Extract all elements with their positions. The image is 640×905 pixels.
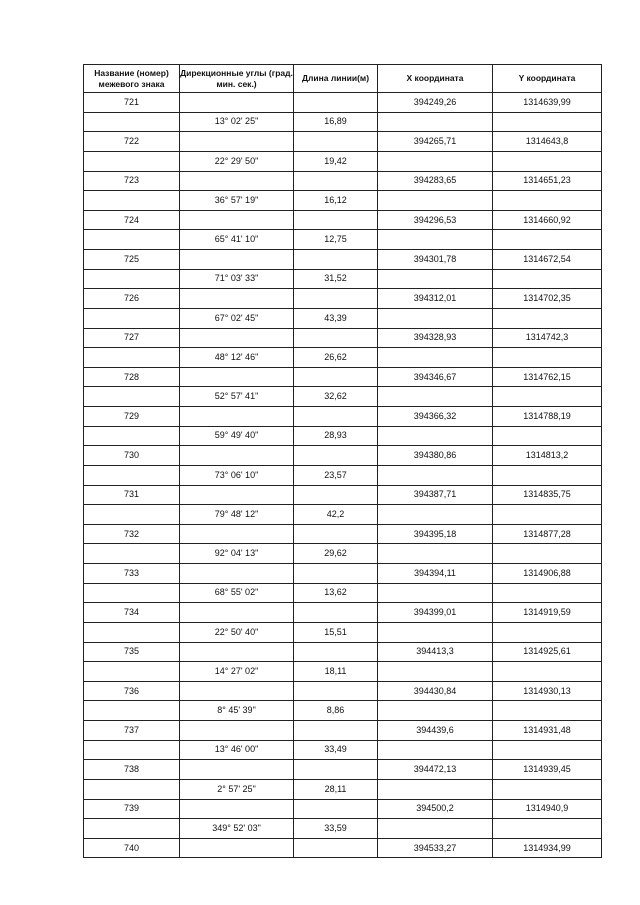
direction-angle-cell: 79° 48' 12" xyxy=(180,505,294,525)
mark-name-cell: 740 xyxy=(84,838,180,858)
table-row xyxy=(84,819,602,839)
x-coordinate-cell-empty xyxy=(378,387,493,407)
x-coordinate-cell: 394265,71 xyxy=(378,132,493,152)
line-length-cell: 28,11 xyxy=(294,779,378,799)
mark-name-cell: 739 xyxy=(84,799,180,819)
mark-name-cell: 725 xyxy=(84,250,180,270)
length-cell-empty xyxy=(294,681,378,701)
angle-cell-empty xyxy=(180,407,294,427)
angle-cell-empty xyxy=(180,838,294,858)
mark-name-cell: 734 xyxy=(84,603,180,623)
table-row xyxy=(84,583,602,603)
mark-name-cell-empty xyxy=(84,151,180,171)
length-cell-empty xyxy=(294,760,378,780)
table-row xyxy=(84,191,602,211)
angle-cell-empty xyxy=(180,485,294,505)
x-coordinate-cell: 394312,01 xyxy=(378,289,493,309)
line-length-cell: 18,11 xyxy=(294,662,378,682)
table-row xyxy=(84,564,602,584)
direction-angle-cell: 2° 57' 25" xyxy=(180,779,294,799)
x-coordinate-cell: 394533,27 xyxy=(378,838,493,858)
table-row xyxy=(84,485,602,505)
length-cell-empty xyxy=(294,799,378,819)
line-length-cell: 8,86 xyxy=(294,701,378,721)
line-length-cell: 13,62 xyxy=(294,583,378,603)
table-row xyxy=(84,799,602,819)
table-row xyxy=(84,387,602,407)
x-coordinate-cell-empty xyxy=(378,308,493,328)
mark-name-cell-empty xyxy=(84,701,180,721)
mark-name-cell-empty xyxy=(84,230,180,250)
direction-angle-cell: 349° 52' 03" xyxy=(180,819,294,839)
x-coordinate-cell: 394283,65 xyxy=(378,171,493,191)
mark-name-cell-empty xyxy=(84,662,180,682)
angle-cell-empty xyxy=(180,642,294,662)
y-coordinate-cell-empty xyxy=(493,583,602,603)
line-length-cell: 32,62 xyxy=(294,387,378,407)
line-length-cell: 29,62 xyxy=(294,544,378,564)
table-row xyxy=(84,328,602,348)
angle-cell-empty xyxy=(180,289,294,309)
direction-angle-cell: 68° 55' 02" xyxy=(180,583,294,603)
table-row xyxy=(84,426,602,446)
y-coordinate-cell: 1314742,3 xyxy=(493,328,602,348)
x-coordinate-cell: 394413,3 xyxy=(378,642,493,662)
y-coordinate-cell-empty xyxy=(493,779,602,799)
mark-name-cell-empty xyxy=(84,387,180,407)
mark-name-cell: 724 xyxy=(84,210,180,230)
length-cell-empty xyxy=(294,93,378,113)
direction-angle-cell: 13° 46' 00" xyxy=(180,740,294,760)
angle-cell-empty xyxy=(180,132,294,152)
table-header-row xyxy=(84,65,602,93)
table-row xyxy=(84,348,602,368)
table-row xyxy=(84,230,602,250)
direction-angle-cell: 36° 57' 19" xyxy=(180,191,294,211)
mark-name-cell: 732 xyxy=(84,524,180,544)
length-cell-empty xyxy=(294,838,378,858)
y-coordinate-cell: 1314835,75 xyxy=(493,485,602,505)
angle-cell-empty xyxy=(180,760,294,780)
table-row xyxy=(84,662,602,682)
mark-name-cell-empty xyxy=(84,740,180,760)
y-coordinate-cell: 1314930,13 xyxy=(493,681,602,701)
y-coordinate-cell-empty xyxy=(493,308,602,328)
y-coordinate-cell: 1314660,92 xyxy=(493,210,602,230)
table-row xyxy=(84,544,602,564)
table-row xyxy=(84,779,602,799)
y-coordinate-cell: 1314762,15 xyxy=(493,367,602,387)
line-length-cell: 16,89 xyxy=(294,112,378,132)
x-coordinate-cell-empty xyxy=(378,701,493,721)
x-coordinate-cell-empty xyxy=(378,348,493,368)
table-body xyxy=(84,93,602,858)
x-coordinate-cell-empty xyxy=(378,779,493,799)
table-row xyxy=(84,250,602,270)
y-coordinate-cell-empty xyxy=(493,230,602,250)
y-coordinate-cell-empty xyxy=(493,348,602,368)
angle-cell-empty xyxy=(180,681,294,701)
length-cell-empty xyxy=(294,721,378,741)
y-coordinate-cell-empty xyxy=(493,662,602,682)
mark-name-cell-empty xyxy=(84,583,180,603)
direction-angle-cell: 13° 02' 25" xyxy=(180,112,294,132)
y-coordinate-cell-empty xyxy=(493,740,602,760)
x-coordinate-cell-empty xyxy=(378,740,493,760)
x-coordinate-cell: 394430,84 xyxy=(378,681,493,701)
x-coordinate-cell-empty xyxy=(378,583,493,603)
table-row xyxy=(84,838,602,858)
mark-name-cell: 728 xyxy=(84,367,180,387)
mark-name-cell: 738 xyxy=(84,760,180,780)
table-row xyxy=(84,465,602,485)
header-line-length: Длина линии(м) xyxy=(294,65,378,93)
y-coordinate-cell: 1314931,48 xyxy=(493,721,602,741)
x-coordinate-cell-empty xyxy=(378,269,493,289)
y-coordinate-cell: 1314788,19 xyxy=(493,407,602,427)
length-cell-empty xyxy=(294,289,378,309)
length-cell-empty xyxy=(294,485,378,505)
y-coordinate-cell-empty xyxy=(493,622,602,642)
table-row xyxy=(84,151,602,171)
x-coordinate-cell-empty xyxy=(378,151,493,171)
x-coordinate-cell: 394399,01 xyxy=(378,603,493,623)
x-coordinate-cell-empty xyxy=(378,505,493,525)
table-row xyxy=(84,740,602,760)
y-coordinate-cell: 1314940,9 xyxy=(493,799,602,819)
x-coordinate-cell-empty xyxy=(378,112,493,132)
x-coordinate-cell-empty xyxy=(378,465,493,485)
direction-angle-cell: 14° 27' 02" xyxy=(180,662,294,682)
angle-cell-empty xyxy=(180,210,294,230)
mark-name-cell: 731 xyxy=(84,485,180,505)
mark-name-cell-empty xyxy=(84,505,180,525)
direction-angle-cell: 65° 41' 10" xyxy=(180,230,294,250)
line-length-cell: 33,49 xyxy=(294,740,378,760)
x-coordinate-cell-empty xyxy=(378,622,493,642)
mark-name-cell: 733 xyxy=(84,564,180,584)
table-row xyxy=(84,210,602,230)
length-cell-empty xyxy=(294,171,378,191)
x-coordinate-cell: 394472,13 xyxy=(378,760,493,780)
angle-cell-empty xyxy=(180,93,294,113)
line-length-cell: 16,12 xyxy=(294,191,378,211)
y-coordinate-cell-empty xyxy=(493,387,602,407)
angle-cell-empty xyxy=(180,721,294,741)
y-coordinate-cell: 1314643,8 xyxy=(493,132,602,152)
line-length-cell: 31,52 xyxy=(294,269,378,289)
header-x-coordinate: X координата xyxy=(378,65,493,93)
table-row xyxy=(84,132,602,152)
x-coordinate-cell-empty xyxy=(378,544,493,564)
y-coordinate-cell: 1314939,45 xyxy=(493,760,602,780)
table-row xyxy=(84,367,602,387)
angle-cell-empty xyxy=(180,603,294,623)
mark-name-cell-empty xyxy=(84,779,180,799)
x-coordinate-cell: 394395,18 xyxy=(378,524,493,544)
direction-angle-cell: 67° 02' 45" xyxy=(180,308,294,328)
direction-angle-cell: 92° 04' 13" xyxy=(180,544,294,564)
table-row xyxy=(84,171,602,191)
line-length-cell: 12,75 xyxy=(294,230,378,250)
angle-cell-empty xyxy=(180,446,294,466)
mark-name-cell: 735 xyxy=(84,642,180,662)
y-coordinate-cell: 1314877,28 xyxy=(493,524,602,544)
x-coordinate-cell-empty xyxy=(378,426,493,446)
x-coordinate-cell-empty xyxy=(378,662,493,682)
line-length-cell: 33,59 xyxy=(294,819,378,839)
table-row xyxy=(84,269,602,289)
length-cell-empty xyxy=(294,446,378,466)
x-coordinate-cell: 394346,67 xyxy=(378,367,493,387)
mark-name-cell-empty xyxy=(84,112,180,132)
length-cell-empty xyxy=(294,132,378,152)
y-coordinate-cell-empty xyxy=(493,819,602,839)
direction-angle-cell: 71° 03' 33" xyxy=(180,269,294,289)
direction-angle-cell: 73° 06' 10" xyxy=(180,465,294,485)
direction-angle-cell: 52° 57' 41" xyxy=(180,387,294,407)
x-coordinate-cell: 394439,6 xyxy=(378,721,493,741)
table-row xyxy=(84,112,602,132)
x-coordinate-cell: 394249,26 xyxy=(378,93,493,113)
line-length-cell: 23,57 xyxy=(294,465,378,485)
length-cell-empty xyxy=(294,328,378,348)
mark-name-cell-empty xyxy=(84,544,180,564)
length-cell-empty xyxy=(294,407,378,427)
direction-angle-cell: 22° 50' 40" xyxy=(180,622,294,642)
header-y-coordinate: Y координата xyxy=(493,65,602,93)
table-row xyxy=(84,622,602,642)
header-mark-name: Название (номер) межевого знака xyxy=(84,65,180,93)
y-coordinate-cell: 1314906,88 xyxy=(493,564,602,584)
y-coordinate-cell-empty xyxy=(493,544,602,564)
table-row xyxy=(84,701,602,721)
table-row xyxy=(84,93,602,113)
mark-name-cell-empty xyxy=(84,308,180,328)
y-coordinate-cell: 1314651,23 xyxy=(493,171,602,191)
x-coordinate-cell-empty xyxy=(378,230,493,250)
x-coordinate-cell: 394387,71 xyxy=(378,485,493,505)
angle-cell-empty xyxy=(180,524,294,544)
table-row xyxy=(84,505,602,525)
angle-cell-empty xyxy=(180,250,294,270)
mark-name-cell: 721 xyxy=(84,93,180,113)
header-direction-angle: Дирекционные углы (град. мин. сек.) xyxy=(180,65,294,93)
y-coordinate-cell-empty xyxy=(493,426,602,446)
boundary-marks-table xyxy=(83,64,602,858)
y-coordinate-cell: 1314925,61 xyxy=(493,642,602,662)
table-row xyxy=(84,524,602,544)
length-cell-empty xyxy=(294,524,378,544)
mark-name-cell-empty xyxy=(84,269,180,289)
y-coordinate-cell-empty xyxy=(493,191,602,211)
table-row xyxy=(84,407,602,427)
y-coordinate-cell-empty xyxy=(493,505,602,525)
table-row xyxy=(84,760,602,780)
mark-name-cell-empty xyxy=(84,819,180,839)
x-coordinate-cell: 394296,53 xyxy=(378,210,493,230)
x-coordinate-cell-empty xyxy=(378,191,493,211)
angle-cell-empty xyxy=(180,799,294,819)
line-length-cell: 42,2 xyxy=(294,505,378,525)
table-row xyxy=(84,446,602,466)
y-coordinate-cell-empty xyxy=(493,151,602,171)
mark-name-cell-empty xyxy=(84,348,180,368)
y-coordinate-cell-empty xyxy=(493,465,602,485)
angle-cell-empty xyxy=(180,328,294,348)
y-coordinate-cell: 1314702,35 xyxy=(493,289,602,309)
length-cell-empty xyxy=(294,210,378,230)
direction-angle-cell: 22° 29' 50" xyxy=(180,151,294,171)
y-coordinate-cell-empty xyxy=(493,701,602,721)
table-row xyxy=(84,681,602,701)
length-cell-empty xyxy=(294,250,378,270)
mark-name-cell-empty xyxy=(84,622,180,642)
length-cell-empty xyxy=(294,642,378,662)
mark-name-cell-empty xyxy=(84,426,180,446)
angle-cell-empty xyxy=(180,171,294,191)
line-length-cell: 19,42 xyxy=(294,151,378,171)
line-length-cell: 28,93 xyxy=(294,426,378,446)
mark-name-cell: 730 xyxy=(84,446,180,466)
y-coordinate-cell: 1314672,54 xyxy=(493,250,602,270)
mark-name-cell: 729 xyxy=(84,407,180,427)
x-coordinate-cell: 394394,11 xyxy=(378,564,493,584)
y-coordinate-cell: 1314934,99 xyxy=(493,838,602,858)
table-row xyxy=(84,603,602,623)
mark-name-cell: 727 xyxy=(84,328,180,348)
line-length-cell: 26,62 xyxy=(294,348,378,368)
table-row xyxy=(84,289,602,309)
x-coordinate-cell: 394366,32 xyxy=(378,407,493,427)
table-row xyxy=(84,642,602,662)
direction-angle-cell: 59° 49' 40" xyxy=(180,426,294,446)
mark-name-cell: 736 xyxy=(84,681,180,701)
y-coordinate-cell-empty xyxy=(493,269,602,289)
direction-angle-cell: 48° 12' 46" xyxy=(180,348,294,368)
mark-name-cell-empty xyxy=(84,465,180,485)
length-cell-empty xyxy=(294,603,378,623)
x-coordinate-cell: 394380,86 xyxy=(378,446,493,466)
y-coordinate-cell: 1314919,59 xyxy=(493,603,602,623)
x-coordinate-cell: 394500,2 xyxy=(378,799,493,819)
mark-name-cell: 723 xyxy=(84,171,180,191)
angle-cell-empty xyxy=(180,564,294,584)
direction-angle-cell: 8° 45' 39" xyxy=(180,701,294,721)
table-row xyxy=(84,721,602,741)
y-coordinate-cell: 1314813,2 xyxy=(493,446,602,466)
x-coordinate-cell: 394328,93 xyxy=(378,328,493,348)
x-coordinate-cell-empty xyxy=(378,819,493,839)
length-cell-empty xyxy=(294,564,378,584)
length-cell-empty xyxy=(294,367,378,387)
table-row xyxy=(84,308,602,328)
y-coordinate-cell: 1314639,99 xyxy=(493,93,602,113)
line-length-cell: 15,51 xyxy=(294,622,378,642)
mark-name-cell: 737 xyxy=(84,721,180,741)
mark-name-cell: 722 xyxy=(84,132,180,152)
line-length-cell: 43,39 xyxy=(294,308,378,328)
mark-name-cell-empty xyxy=(84,191,180,211)
mark-name-cell: 726 xyxy=(84,289,180,309)
x-coordinate-cell: 394301,78 xyxy=(378,250,493,270)
y-coordinate-cell-empty xyxy=(493,112,602,132)
angle-cell-empty xyxy=(180,367,294,387)
